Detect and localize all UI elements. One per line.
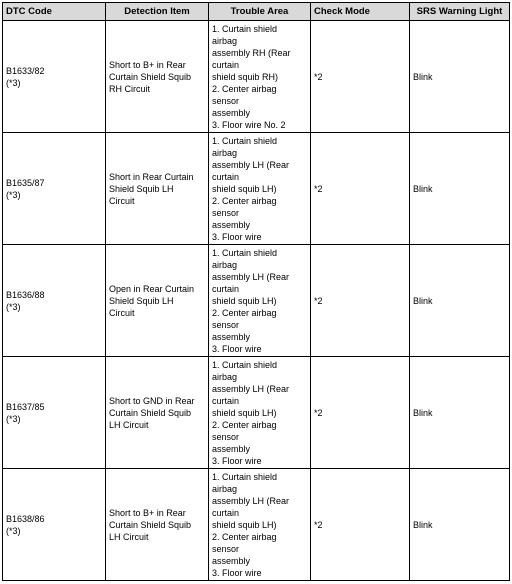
header-row: [3, 3, 510, 21]
dtc-code-cell: [3, 357, 106, 469]
trouble-area-cell-line: 1. Curtain shield: [212, 471, 278, 482]
trouble-area-cell-line: shield squib LH): [212, 519, 277, 530]
detection-item-cell-line: Curtain Shield Squib: [109, 519, 192, 530]
dtc-code-cell-line: (*3): [6, 301, 21, 312]
check-mode-cell: *2: [311, 469, 410, 581]
dtc-code-cell-line: B1637/85: [6, 401, 45, 412]
trouble-area-cell-line: 3. Floor wire: [212, 567, 262, 578]
detection-item-cell-line: Short to GND in Rear: [109, 395, 195, 406]
trouble-area-cell-line: 1. Curtain shield: [212, 23, 278, 34]
srs-warning-light-cell: Blink: [410, 21, 510, 133]
table-row: [3, 357, 510, 469]
trouble-area-cell-line: 2. Center airbag: [212, 83, 277, 94]
trouble-area-cell-line: 2. Center airbag: [212, 195, 277, 206]
trouble-area-cell-line: assembly: [212, 555, 251, 566]
trouble-area-cell-line: 2. Center airbag: [212, 307, 277, 318]
trouble-area-cell-line: shield squib LH): [212, 295, 277, 306]
dtc-code-cell-line: B1633/82: [6, 65, 45, 76]
trouble-area-cell-line: curtain: [212, 507, 240, 518]
table-row: [3, 133, 510, 245]
detection-item-cell-line: Open in Rear Curtain: [109, 283, 195, 294]
detection-item-cell-line: LH Circuit: [109, 531, 149, 542]
check-mode-cell: *2: [311, 357, 410, 469]
detection-item-cell-line: Short to B+ in Rear: [109, 507, 186, 518]
trouble-area-cell-line: assembly LH (Rear: [212, 271, 290, 282]
trouble-area-cell-line: shield squib LH): [212, 183, 277, 194]
dtc-code-cell-line: (*3): [6, 525, 21, 536]
detection-item-cell-line: Shield Squib LH: [109, 295, 174, 306]
check-mode-cell: *2: [311, 133, 410, 245]
trouble-area-cell-line: 1. Curtain shield: [212, 135, 278, 146]
check-mode-cell: *2: [311, 21, 410, 133]
trouble-area-cell-line: airbag: [212, 35, 238, 46]
header-detection-item: Detection Item: [106, 3, 209, 21]
check-mode-cell: *2: [311, 245, 410, 357]
detection-item-cell-line: Short in Rear Curtain: [109, 171, 194, 182]
table-row: [3, 245, 510, 357]
trouble-area-cell-line: airbag: [212, 483, 238, 494]
trouble-area-cell-line: shield squib RH): [212, 71, 279, 82]
trouble-area-cell-line: 2. Center airbag: [212, 419, 277, 430]
trouble-area-cell: [209, 357, 311, 469]
dtc-code-cell: [3, 245, 106, 357]
trouble-area-cell-line: 3. Floor wire: [212, 231, 262, 242]
detection-item-cell: [106, 21, 209, 133]
trouble-area-cell: [209, 21, 311, 133]
dtc-code-cell-line: (*3): [6, 189, 21, 200]
trouble-area-cell-line: curtain: [212, 395, 240, 406]
trouble-area-cell-line: sensor: [212, 543, 240, 554]
table-row: [3, 469, 510, 581]
detection-item-cell-line: Circuit: [109, 195, 135, 206]
trouble-area-cell: [209, 469, 311, 581]
detection-item-cell-line: RH Circuit: [109, 83, 151, 94]
trouble-area-cell-line: curtain: [212, 59, 240, 70]
dtc-code-cell: [3, 133, 106, 245]
trouble-area-cell-line: assembly RH (Rear: [212, 47, 291, 58]
trouble-area-cell-line: assembly LH (Rear: [212, 495, 290, 506]
detection-item-cell: [106, 133, 209, 245]
trouble-area-cell-line: airbag: [212, 147, 238, 158]
dtc-code-cell: [3, 469, 106, 581]
trouble-area-cell-line: assembly LH (Rear: [212, 159, 290, 170]
detection-item-cell-line: Curtain Shield Squib: [109, 407, 192, 418]
dtc-table: [2, 2, 510, 581]
trouble-area-cell-line: airbag: [212, 259, 238, 270]
trouble-area-cell-line: 3. Floor wire: [212, 343, 262, 354]
trouble-area-cell-line: assembly LH (Rear: [212, 383, 290, 394]
dtc-code-cell-line: B1638/86: [6, 513, 45, 524]
trouble-area-cell-line: 3. Floor wire: [212, 455, 262, 466]
detection-item-cell-line: LH Circuit: [109, 419, 149, 430]
srs-warning-light-cell: Blink: [410, 469, 510, 581]
trouble-area-cell-line: sensor: [212, 431, 240, 442]
dtc-code-cell-line: B1636/88: [6, 289, 45, 300]
trouble-area-cell-line: 1. Curtain shield: [212, 359, 278, 370]
trouble-area-cell-line: assembly: [212, 331, 251, 342]
table-body: [3, 21, 510, 581]
trouble-area-cell-line: 3. Floor wire No. 2: [212, 119, 286, 130]
table-row: [3, 21, 510, 133]
trouble-area-cell-line: sensor: [212, 207, 240, 218]
trouble-area-cell-line: 1. Curtain shield: [212, 247, 278, 258]
trouble-area-cell-line: shield squib LH): [212, 407, 277, 418]
trouble-area-cell-line: airbag: [212, 371, 238, 382]
trouble-area-cell-line: curtain: [212, 171, 240, 182]
trouble-area-cell-line: sensor: [212, 95, 240, 106]
trouble-area-cell-line: assembly: [212, 219, 251, 230]
header-dtc-code: DTC Code: [3, 3, 106, 21]
trouble-area-cell: [209, 133, 311, 245]
detection-item-cell-line: Short to B+ in Rear: [109, 59, 186, 70]
detection-item-cell: [106, 245, 209, 357]
srs-warning-light-cell: Blink: [410, 357, 510, 469]
header-trouble-area: Trouble Area: [209, 3, 311, 21]
dtc-code-cell-line: (*3): [6, 413, 21, 424]
srs-warning-light-cell: Blink: [410, 133, 510, 245]
trouble-area-cell-line: assembly: [212, 107, 251, 118]
header-check-mode: Check Mode: [311, 3, 410, 21]
detection-item-cell-line: Shield Squib LH: [109, 183, 174, 194]
dtc-code-cell: [3, 21, 106, 133]
trouble-area-cell-line: assembly: [212, 443, 251, 454]
trouble-area-cell: [209, 245, 311, 357]
dtc-code-cell-line: B1635/87: [6, 177, 45, 188]
trouble-area-cell-line: 2. Center airbag: [212, 531, 277, 542]
detection-item-cell: [106, 469, 209, 581]
detection-item-cell-line: Curtain Shield Squib: [109, 71, 192, 82]
detection-item-cell-line: Circuit: [109, 307, 135, 318]
trouble-area-cell-line: sensor: [212, 319, 240, 330]
dtc-code-cell-line: (*3): [6, 77, 21, 88]
detection-item-cell: [106, 357, 209, 469]
srs-warning-light-cell: Blink: [410, 245, 510, 357]
trouble-area-cell-line: curtain: [212, 283, 240, 294]
header-srs-warning-light: SRS Warning Light: [410, 3, 510, 21]
